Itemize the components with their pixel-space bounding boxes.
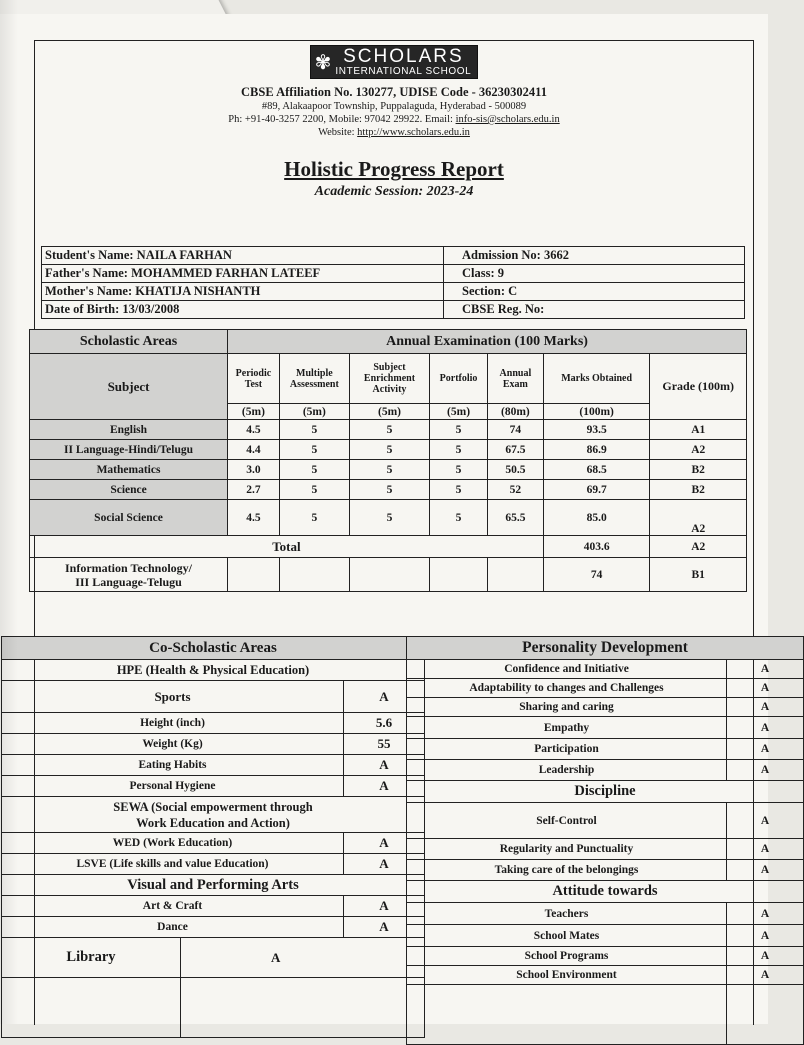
father-name: Father's Name: MOHAMMED FARHAN LATEEF bbox=[42, 265, 444, 283]
max-enrichment: (5m) bbox=[349, 404, 429, 420]
enrichment-value: 5 bbox=[349, 500, 429, 536]
periodic-value: 4.5 bbox=[228, 420, 280, 440]
multiple-value: 5 bbox=[279, 440, 349, 460]
dance-value: A bbox=[344, 917, 425, 938]
it-marks: 74 bbox=[543, 558, 650, 592]
enrichment-value: 5 bbox=[349, 480, 429, 500]
eating-value: A bbox=[344, 755, 425, 776]
report-page bbox=[0, 14, 768, 1024]
table-row bbox=[30, 420, 747, 440]
contact-prefix: Ph: +91-40-3257 2200, Mobile: 97042 29922. Email: bbox=[228, 114, 456, 125]
discipline-label: Self-Control bbox=[407, 803, 727, 839]
dance-label: Dance bbox=[2, 917, 344, 938]
website-line bbox=[35, 126, 753, 139]
attitude-value: A bbox=[727, 966, 804, 985]
report-title: Holistic Progress Report bbox=[284, 157, 504, 181]
col-portfolio: Portfolio bbox=[430, 354, 488, 404]
co-scholastic-heading: Co-Scholastic Areas bbox=[2, 637, 425, 660]
personality-table bbox=[406, 636, 804, 1045]
marks-value: 93.5 bbox=[543, 420, 650, 440]
multiple-value: 5 bbox=[279, 460, 349, 480]
discipline-heading: Discipline bbox=[407, 781, 804, 803]
annual-value: 67.5 bbox=[487, 440, 543, 460]
marks-value: 85.0 bbox=[543, 500, 650, 536]
library-label: Library bbox=[2, 938, 181, 978]
portfolio-value: 5 bbox=[430, 440, 488, 460]
website-prefix: Website: bbox=[318, 127, 358, 138]
student-info-table bbox=[41, 246, 745, 319]
art-label: Art & Craft bbox=[2, 896, 344, 917]
trait-label: Leadership bbox=[407, 760, 727, 781]
eating-label: Eating Habits bbox=[2, 755, 344, 776]
col-grade: Grade (100m) bbox=[650, 354, 747, 420]
total-label: Total bbox=[30, 536, 544, 558]
hygiene-label: Personal Hygiene bbox=[2, 776, 344, 797]
col-annual: Annual Exam bbox=[487, 354, 543, 404]
empty-cell bbox=[727, 985, 804, 1045]
logo-brand: SCHOLARS bbox=[343, 46, 464, 67]
hygiene-value: A bbox=[344, 776, 425, 797]
annual-value: 52 bbox=[487, 480, 543, 500]
empty-cell bbox=[407, 985, 727, 1045]
empty-cell bbox=[349, 558, 429, 592]
periodic-value: 2.7 bbox=[228, 480, 280, 500]
it-grade: B1 bbox=[650, 558, 747, 592]
max-portfolio: (5m) bbox=[430, 404, 488, 420]
col-periodic: Periodic Test bbox=[228, 354, 280, 404]
periodic-value: 4.4 bbox=[228, 440, 280, 460]
subject-name: Mathematics bbox=[30, 460, 228, 480]
empty-cell bbox=[279, 558, 349, 592]
attitude-value: A bbox=[727, 947, 804, 966]
discipline-value: A bbox=[727, 839, 804, 860]
attitude-value: A bbox=[727, 903, 804, 925]
library-value: A bbox=[181, 938, 425, 978]
trait-value: A bbox=[727, 660, 804, 679]
lsve-value: A bbox=[344, 854, 425, 875]
discipline-label: Regularity and Punctuality bbox=[407, 839, 727, 860]
discipline-value: A bbox=[727, 803, 804, 839]
portfolio-value: 5 bbox=[430, 480, 488, 500]
art-value: A bbox=[344, 896, 425, 917]
table-row bbox=[30, 480, 747, 500]
col-enrichment: Subject Enrichment Activity bbox=[349, 354, 429, 404]
trait-label: Confidence and Initiative bbox=[407, 660, 727, 679]
annual-value: 65.5 bbox=[487, 500, 543, 536]
admission-no: Admission No: 3662 bbox=[444, 247, 745, 265]
periodic-value: 4.5 bbox=[228, 500, 280, 536]
trait-label: Sharing and caring bbox=[407, 698, 727, 717]
sewa-heading bbox=[2, 797, 425, 833]
sports-value: A bbox=[344, 681, 425, 713]
marks-value: 69.7 bbox=[543, 480, 650, 500]
logo-brand-sub: INTERNATIONAL SCHOOL bbox=[335, 66, 472, 77]
wed-label: WED (Work Education) bbox=[2, 833, 344, 854]
trait-label: Empathy bbox=[407, 717, 727, 739]
date-of-birth: Date of Birth: 13/03/2008 bbox=[42, 301, 444, 319]
weight-value: 55 bbox=[344, 734, 425, 755]
multiple-value: 5 bbox=[279, 480, 349, 500]
empty-cell bbox=[430, 558, 488, 592]
total-marks: 403.6 bbox=[543, 536, 650, 558]
website-link[interactable]: http://www.scholars.edu.in bbox=[357, 127, 470, 138]
hpe-heading: HPE (Health & Physical Education) bbox=[2, 660, 425, 681]
contact-line bbox=[35, 113, 753, 126]
it-subject bbox=[30, 558, 228, 592]
enrichment-value: 5 bbox=[349, 420, 429, 440]
scholars-crest-icon: ✾ bbox=[314, 51, 332, 74]
cbse-reg-no: CBSE Reg. No: bbox=[444, 301, 745, 319]
enrichment-value: 5 bbox=[349, 460, 429, 480]
max-marks: (100m) bbox=[543, 404, 650, 420]
enrichment-value: 5 bbox=[349, 440, 429, 460]
trait-value: A bbox=[727, 717, 804, 739]
total-row bbox=[30, 536, 747, 558]
attitude-label: School Mates bbox=[407, 925, 727, 947]
co-scholastic-table bbox=[1, 636, 425, 1038]
discipline-label: Taking care of the belongings bbox=[407, 860, 727, 881]
scholastic-table bbox=[29, 329, 747, 592]
affiliation-line: CBSE Affiliation No. 130277, UDISE Code - 36230302411 bbox=[241, 85, 547, 99]
vpa-heading: Visual and Performing Arts bbox=[2, 875, 425, 896]
trait-value: A bbox=[727, 739, 804, 760]
height-value: 5.6 bbox=[344, 713, 425, 734]
empty-cell bbox=[2, 978, 181, 1038]
grade-value: A2 bbox=[650, 440, 747, 460]
email-link[interactable]: info-sis@scholars.edu.in bbox=[455, 114, 560, 125]
grade-value: B2 bbox=[650, 480, 747, 500]
report-session: Academic Session: 2023-24 bbox=[314, 184, 474, 199]
portfolio-value: 5 bbox=[430, 460, 488, 480]
trait-label: Adaptability to changes and Challenges bbox=[407, 679, 727, 698]
marks-value: 68.5 bbox=[543, 460, 650, 480]
multiple-value: 5 bbox=[279, 420, 349, 440]
discipline-value: A bbox=[727, 860, 804, 881]
trait-value: A bbox=[727, 760, 804, 781]
class-value: Class: 9 bbox=[444, 265, 745, 283]
col-marks: Marks Obtained bbox=[543, 354, 650, 404]
periodic-value: 3.0 bbox=[228, 460, 280, 480]
wed-value: A bbox=[344, 833, 425, 854]
grade-value: A2 bbox=[650, 500, 747, 536]
weight-label: Weight (Kg) bbox=[2, 734, 344, 755]
it-subject-line: Information Technology/ bbox=[65, 560, 193, 575]
annual-value: 50.5 bbox=[487, 460, 543, 480]
address-line: #89, Alakaapoor Township, Puppalaguda, Hyderabad - 500089 bbox=[261, 101, 527, 112]
attitude-heading: Attitude towards bbox=[407, 881, 804, 903]
page-shadow bbox=[0, 0, 18, 1024]
trait-value: A bbox=[727, 698, 804, 717]
max-periodic: (5m) bbox=[228, 404, 280, 420]
report-frame bbox=[34, 40, 770, 1025]
it-subject-line: III Language-Telugu bbox=[75, 574, 182, 589]
empty-cell bbox=[181, 978, 425, 1038]
col-multiple: Multiple Assessment bbox=[279, 354, 349, 404]
multiple-value: 5 bbox=[279, 500, 349, 536]
trait-label: Participation bbox=[407, 739, 727, 760]
portfolio-value: 5 bbox=[430, 500, 488, 536]
sports-label: Sports bbox=[2, 681, 344, 713]
subject-name: English bbox=[30, 420, 228, 440]
school-header bbox=[35, 41, 753, 200]
annual-value: 74 bbox=[487, 420, 543, 440]
subject-name: Social Science bbox=[30, 500, 228, 536]
attitude-label: Teachers bbox=[407, 903, 727, 925]
empty-cell bbox=[228, 558, 280, 592]
max-annual: (80m) bbox=[487, 404, 543, 420]
table-row bbox=[30, 440, 747, 460]
subject-name: Science bbox=[30, 480, 228, 500]
table-row bbox=[30, 500, 747, 536]
table-row bbox=[30, 558, 747, 592]
attitude-label: School Environment bbox=[407, 966, 727, 985]
section-value: Section: C bbox=[444, 283, 745, 301]
mother-name: Mother's Name: KHATIJA NISHANTH bbox=[42, 283, 444, 301]
col-subject: Subject bbox=[30, 354, 228, 420]
trait-value: A bbox=[727, 679, 804, 698]
student-name: Student's Name: NAILA FARHAN bbox=[42, 247, 444, 265]
table-row bbox=[30, 460, 747, 480]
grade-value: B2 bbox=[650, 460, 747, 480]
school-logo bbox=[310, 45, 479, 79]
total-grade: A2 bbox=[650, 536, 747, 558]
scholastic-heading: Scholastic Areas bbox=[30, 330, 228, 354]
height-label: Height (inch) bbox=[2, 713, 344, 734]
marks-value: 86.9 bbox=[543, 440, 650, 460]
subject-name: II Language-Hindi/Telugu bbox=[30, 440, 228, 460]
max-multiple: (5m) bbox=[279, 404, 349, 420]
grade-value: A1 bbox=[650, 420, 747, 440]
annual-exam-heading: Annual Examination (100 Marks) bbox=[228, 330, 747, 354]
personality-heading: Personality Development bbox=[407, 637, 804, 660]
lsve-label: LSVE (Life skills and value Education) bbox=[2, 854, 344, 875]
attitude-value: A bbox=[727, 925, 804, 947]
attitude-label: School Programs bbox=[407, 947, 727, 966]
empty-cell bbox=[487, 558, 543, 592]
sewa-line: Work Education and Action) bbox=[136, 815, 290, 830]
sewa-line: SEWA (Social empowerment through bbox=[113, 799, 313, 814]
portfolio-value: 5 bbox=[430, 420, 488, 440]
